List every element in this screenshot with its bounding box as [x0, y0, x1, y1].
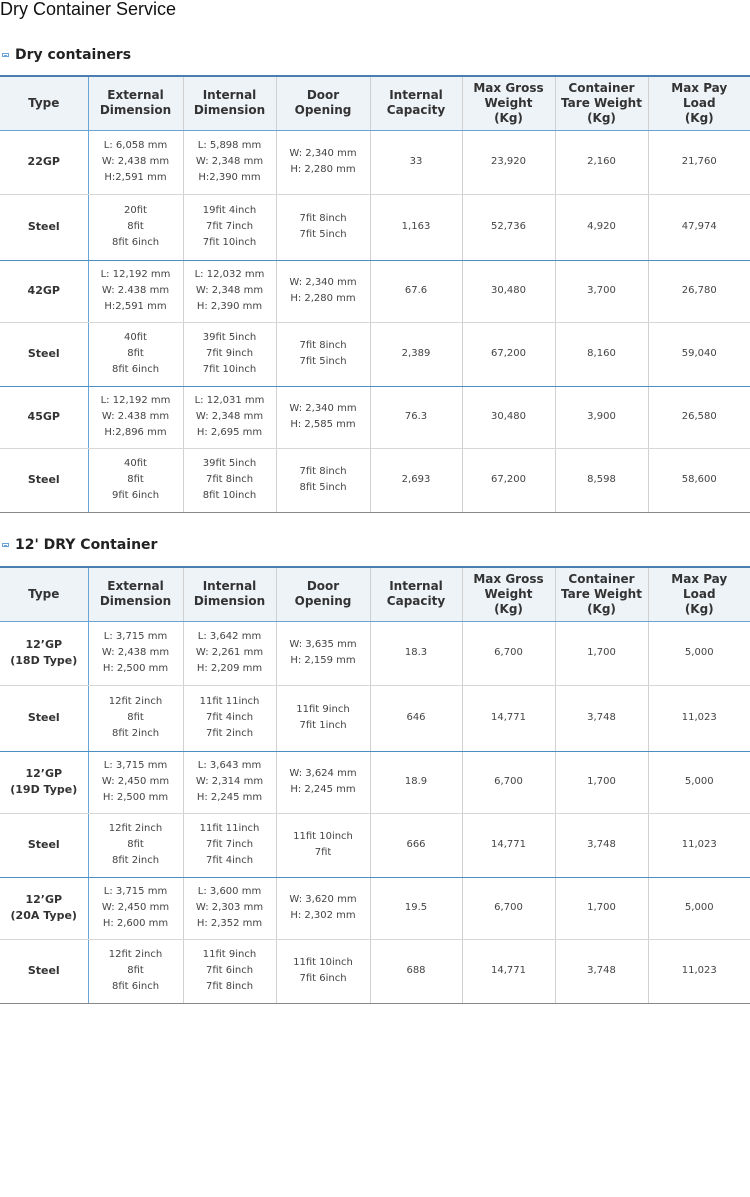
- table-row: [0, 685, 750, 751]
- cell-internal: 11fit 11inch 7fit 4inch 7fit 2inch: [183, 685, 276, 751]
- cell-gross: 14,771: [462, 939, 555, 1003]
- table-row: [0, 813, 750, 877]
- cell-payload: 26,580: [648, 386, 750, 448]
- cell-door: W: 3,635 mm H: 2,159 mm: [276, 621, 370, 685]
- cell-external: L: 3,715 mm W: 2,450 mm H: 2,500 mm: [88, 751, 183, 813]
- cell-door: 7fit 8inch 7fit 5inch: [276, 322, 370, 386]
- cell-type: Steel: [0, 813, 88, 877]
- dry-containers-table: [0, 75, 750, 513]
- cell-type: Steel: [0, 322, 88, 386]
- cell-capacity: 33: [370, 130, 462, 194]
- header-internal-capacity: Internal Capacity: [370, 567, 462, 621]
- section-heading-dry-containers: [2, 46, 131, 64]
- cell-tare: 1,700: [555, 751, 648, 813]
- header-type: Type: [0, 567, 88, 621]
- header-type: Type: [0, 76, 88, 130]
- section-title: Dry containers: [15, 47, 132, 63]
- cell-payload: 47,974: [648, 194, 750, 260]
- cell-tare: 1,700: [555, 877, 648, 939]
- section-title: 12' DRY Container: [15, 537, 158, 553]
- cell-door: W: 2,340 mm H: 2,280 mm: [276, 260, 370, 322]
- table-row: [0, 386, 750, 448]
- cell-capacity: 666: [370, 813, 462, 877]
- cell-internal: 39fit 5inch 7fit 9inch 7fit 10inch: [183, 322, 276, 386]
- cell-capacity: 18.9: [370, 751, 462, 813]
- header-max-gross-weight: Max Gross Weight (Kg): [462, 567, 555, 621]
- cell-external: L: 3,715 mm W: 2,438 mm H: 2,500 mm: [88, 621, 183, 685]
- header-max-gross-weight: Max Gross Weight (Kg): [462, 76, 555, 130]
- header-container-tare-weight: Container Tare Weight (Kg): [555, 76, 648, 130]
- cell-payload: 11,023: [648, 685, 750, 751]
- cell-internal: L: 12,032 mm W: 2,348 mm H: 2,390 mm: [183, 260, 276, 322]
- cell-type: 45GP: [0, 386, 88, 448]
- cell-internal: 19fit 4inch 7fit 7inch 7fit 10inch: [183, 194, 276, 260]
- cell-payload: 59,040: [648, 322, 750, 386]
- cell-internal: L: 3,642 mm W: 2,261 mm H: 2,209 mm: [183, 621, 276, 685]
- cell-payload: 11,023: [648, 813, 750, 877]
- table-header-row: [0, 567, 750, 621]
- table-row: [0, 130, 750, 194]
- cell-capacity: 67.6: [370, 260, 462, 322]
- cell-gross: 52,736: [462, 194, 555, 260]
- cell-external: 20fit 8fit 8fit 6inch: [88, 194, 183, 260]
- cell-capacity: 18.3: [370, 621, 462, 685]
- cell-type: 12’GP (19D Type): [0, 751, 88, 813]
- cell-door: W: 3,620 mm H: 2,302 mm: [276, 877, 370, 939]
- cell-internal: L: 3,600 mm W: 2,303 mm H: 2,352 mm: [183, 877, 276, 939]
- cell-capacity: 1,163: [370, 194, 462, 260]
- cell-door: 7fit 8inch 7fit 5inch: [276, 194, 370, 260]
- cell-gross: 6,700: [462, 751, 555, 813]
- cell-capacity: 2,693: [370, 448, 462, 512]
- cell-tare: 8,160: [555, 322, 648, 386]
- table-row: [0, 322, 750, 386]
- cell-external: L: 6,058 mm W: 2,438 mm H:2,591 mm: [88, 130, 183, 194]
- minus-icon: [2, 53, 9, 57]
- cell-capacity: 76.3: [370, 386, 462, 448]
- page-title: Dry Container Service: [0, 0, 177, 19]
- cell-door: W: 2,340 mm H: 2,280 mm: [276, 130, 370, 194]
- header-external-dimension: External Dimension: [88, 76, 183, 130]
- cell-gross: 6,700: [462, 621, 555, 685]
- cell-gross: 67,200: [462, 448, 555, 512]
- cell-capacity: 688: [370, 939, 462, 1003]
- cell-gross: 23,920: [462, 130, 555, 194]
- header-external-dimension: External Dimension: [88, 567, 183, 621]
- cell-payload: 26,780: [648, 260, 750, 322]
- cell-type: 12’GP (20A Type): [0, 877, 88, 939]
- cell-external: L: 12,192 mm W: 2.438 mm H:2,591 mm: [88, 260, 183, 322]
- cell-gross: 30,480: [462, 260, 555, 322]
- cell-external: L: 3,715 mm W: 2,450 mm H: 2,600 mm: [88, 877, 183, 939]
- cell-tare: 2,160: [555, 130, 648, 194]
- cell-internal: L: 12,031 mm W: 2,348 mm H: 2,695 mm: [183, 386, 276, 448]
- cell-tare: 3,748: [555, 685, 648, 751]
- cell-door: 7fit 8inch 8fit 5inch: [276, 448, 370, 512]
- cell-external: 12fit 2inch 8fit 8fit 2inch: [88, 813, 183, 877]
- twelve-foot-dry-container-table: [0, 566, 750, 1004]
- cell-payload: 5,000: [648, 751, 750, 813]
- cell-type: Steel: [0, 685, 88, 751]
- cell-type: 12’GP (18D Type): [0, 621, 88, 685]
- cell-gross: 6,700: [462, 877, 555, 939]
- cell-internal: L: 5,898 mm W: 2,348 mm H:2,390 mm: [183, 130, 276, 194]
- header-internal-capacity: Internal Capacity: [370, 76, 462, 130]
- cell-external: 40fit 8fit 9fit 6inch: [88, 448, 183, 512]
- cell-gross: 67,200: [462, 322, 555, 386]
- cell-payload: 5,000: [648, 621, 750, 685]
- header-container-tare-weight: Container Tare Weight (Kg): [555, 567, 648, 621]
- cell-type: Steel: [0, 448, 88, 512]
- header-max-pay-load: Max Pay Load (Kg): [648, 567, 750, 621]
- cell-tare: 1,700: [555, 621, 648, 685]
- header-internal-dimension: Internal Dimension: [183, 567, 276, 621]
- cell-payload: 58,600: [648, 448, 750, 512]
- cell-internal: 11fit 9inch 7fit 6inch 7fit 8inch: [183, 939, 276, 1003]
- cell-tare: 3,900: [555, 386, 648, 448]
- cell-door: W: 2,340 mm H: 2,585 mm: [276, 386, 370, 448]
- minus-icon: [2, 543, 9, 547]
- cell-gross: 14,771: [462, 813, 555, 877]
- cell-tare: 3,748: [555, 813, 648, 877]
- cell-payload: 5,000: [648, 877, 750, 939]
- table-row: [0, 260, 750, 322]
- cell-gross: 30,480: [462, 386, 555, 448]
- cell-payload: 21,760: [648, 130, 750, 194]
- cell-tare: 4,920: [555, 194, 648, 260]
- cell-capacity: 2,389: [370, 322, 462, 386]
- cell-type: Steel: [0, 939, 88, 1003]
- header-door-opening: Door Opening: [276, 567, 370, 621]
- header-door-opening: Door Opening: [276, 76, 370, 130]
- cell-door: W: 3,624 mm H: 2,245 mm: [276, 751, 370, 813]
- cell-gross: 14,771: [462, 685, 555, 751]
- header-internal-dimension: Internal Dimension: [183, 76, 276, 130]
- cell-type: 22GP: [0, 130, 88, 194]
- cell-external: L: 12,192 mm W: 2.438 mm H:2,896 mm: [88, 386, 183, 448]
- table-header-row: [0, 76, 750, 130]
- cell-door: 11fit 9inch 7fit 1inch: [276, 685, 370, 751]
- table-row: [0, 751, 750, 813]
- cell-internal: L: 3,643 mm W: 2,314 mm H: 2,245 mm: [183, 751, 276, 813]
- cell-type: Steel: [0, 194, 88, 260]
- cell-external: 12fit 2inch 8fit 8fit 6inch: [88, 939, 183, 1003]
- section-heading-12-dry-container: [2, 536, 157, 554]
- table-row: [0, 448, 750, 512]
- cell-capacity: 646: [370, 685, 462, 751]
- table-row: [0, 939, 750, 1003]
- cell-external: 12fit 2inch 8fit 8fit 2inch: [88, 685, 183, 751]
- cell-internal: 39fit 5inch 7fit 8inch 8fit 10inch: [183, 448, 276, 512]
- header-max-pay-load: Max Pay Load (Kg): [648, 76, 750, 130]
- cell-tare: 3,748: [555, 939, 648, 1003]
- table-row: [0, 194, 750, 260]
- cell-door: 11fit 10inch 7fit: [276, 813, 370, 877]
- table-row: [0, 621, 750, 685]
- cell-payload: 11,023: [648, 939, 750, 1003]
- cell-type: 42GP: [0, 260, 88, 322]
- cell-door: 11fit 10inch 7fit 6inch: [276, 939, 370, 1003]
- cell-capacity: 19.5: [370, 877, 462, 939]
- table-row: [0, 877, 750, 939]
- cell-external: 40fit 8fit 8fit 6inch: [88, 322, 183, 386]
- cell-tare: 3,700: [555, 260, 648, 322]
- cell-internal: 11fit 11inch 7fit 7inch 7fit 4inch: [183, 813, 276, 877]
- cell-tare: 8,598: [555, 448, 648, 512]
